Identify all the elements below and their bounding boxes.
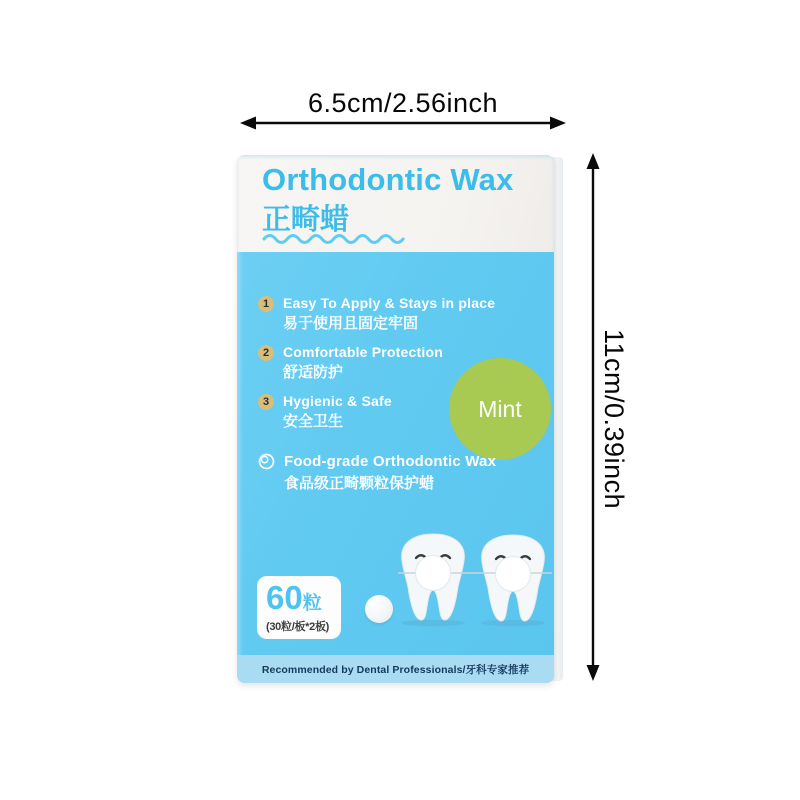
product-box — [237, 155, 563, 683]
product-title-zh: 正畸蜡 — [262, 204, 350, 236]
feature-text-zh: 安全卫生 — [283, 413, 344, 430]
food-grade-text-zh: 食品级正畸颗粒保护蜡 — [284, 475, 435, 492]
count-unit: 粒 — [302, 593, 322, 614]
product-title-en: Orthodontic Wax — [262, 162, 514, 197]
height-dimension-label: 11cm/0.39inch — [599, 328, 629, 510]
teeth-illustration — [394, 531, 554, 627]
count-badge — [257, 576, 341, 639]
feature-text-zh: 易于使用且固定牢固 — [283, 315, 419, 332]
count-detail: (30粒/板*2板) — [266, 621, 330, 633]
flavor-badge — [449, 358, 551, 460]
feature-number-badge: 1 — [258, 296, 274, 312]
product-box-front-face — [237, 155, 554, 683]
feature-text-zh: 舒适防护 — [283, 364, 344, 381]
width-arrow-icon — [239, 112, 567, 134]
feature-item — [258, 294, 528, 334]
wavy-line-icon — [262, 233, 410, 245]
height-dimension-label-wrap — [598, 155, 638, 683]
wax-ball-icon — [258, 453, 275, 470]
feature-text-en: Comfortable Protection — [283, 344, 443, 360]
wax-pellet-illustration — [365, 595, 393, 623]
footer-text: Recommended by Dental Professionals/牙科专家推荐 — [261, 663, 530, 676]
flavor-label: Mint — [478, 395, 522, 422]
food-grade-text-en: Food-grade Orthodontic Wax — [284, 453, 497, 470]
width-dimension-label: 6.5cm/2.56inch — [307, 88, 499, 118]
box-header — [237, 155, 554, 252]
feature-number-badge: 3 — [258, 394, 274, 410]
feature-text-en: Easy To Apply & Stays in place — [283, 295, 496, 311]
feature-number-badge: 2 — [258, 345, 274, 361]
box-footer-strip — [237, 655, 554, 683]
count-number: 60 — [266, 579, 303, 616]
food-grade-row — [258, 452, 496, 496]
feature-text-en: Hygienic & Safe — [283, 393, 392, 409]
